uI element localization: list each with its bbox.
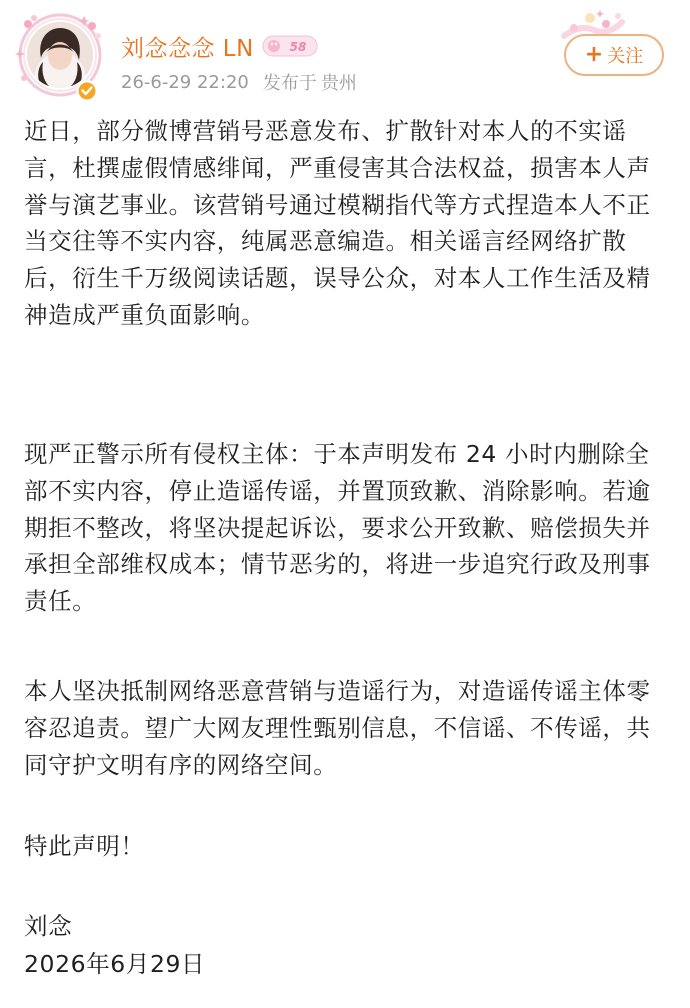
member-level-badge-icon [262, 33, 318, 59]
post-meta [121, 68, 357, 96]
post-paragraph-2: 现严正警示所有侵权主体：于本声明发布 24 小时内删除全部不实内容，停止造谣传谣，并置顶致歉、消除影响。若逾期拒不整改，将坚决提起诉讼，要求公开致歉、赔偿损失并承担全部维权成本；情节恶劣的，将进一步追究行政及刑事责任。 [24, 440, 651, 616]
verified-badge-icon [76, 80, 98, 102]
author-name[interactable]: 刘念念念 LN [121, 35, 254, 62]
author-name-row [121, 28, 318, 64]
post-paragraph-4: 特此声明！ [24, 832, 145, 860]
signature-date: 2026年6月29日 [24, 950, 206, 978]
post-paragraph-3: 本人坚决抵制网络恶意营销与造谣行为，对造谣传谣主体零容忍追责。望广大网友理性甄别信息，不信谣、不传谣，共同守护文明有序的网络空间。 [24, 677, 651, 779]
post-header [0, 0, 690, 104]
plus-icon: + [584, 42, 604, 67]
avatar-photo [27, 22, 93, 88]
signature-name: 刘念 [24, 912, 73, 940]
post-time: 26-6-29 22:20 [121, 71, 249, 93]
member-level-number: 58 [289, 40, 307, 54]
follow-button[interactable] [564, 34, 664, 76]
follow-label: 关注 [607, 46, 644, 67]
avatar[interactable] [14, 10, 104, 100]
post-location: 贵州 [320, 73, 357, 94]
post-paragraph-1: 近日，部分微博营销号恶意发布、扩散针对本人的不实谣言，杜撰虚假情感绯闻，严重侵害其合法权益，损害本人声誉与演艺事业。该营销号通过模糊指代等方式捏造本人不正当交往等不实内容，纯属恶意编造。相关谣言经网络扩散后，衍生千万级阅读话题，误导公众，对本人工作生活及精神造成严重负面影响。 [24, 117, 651, 329]
location-prefix: 发布于 [262, 73, 317, 94]
